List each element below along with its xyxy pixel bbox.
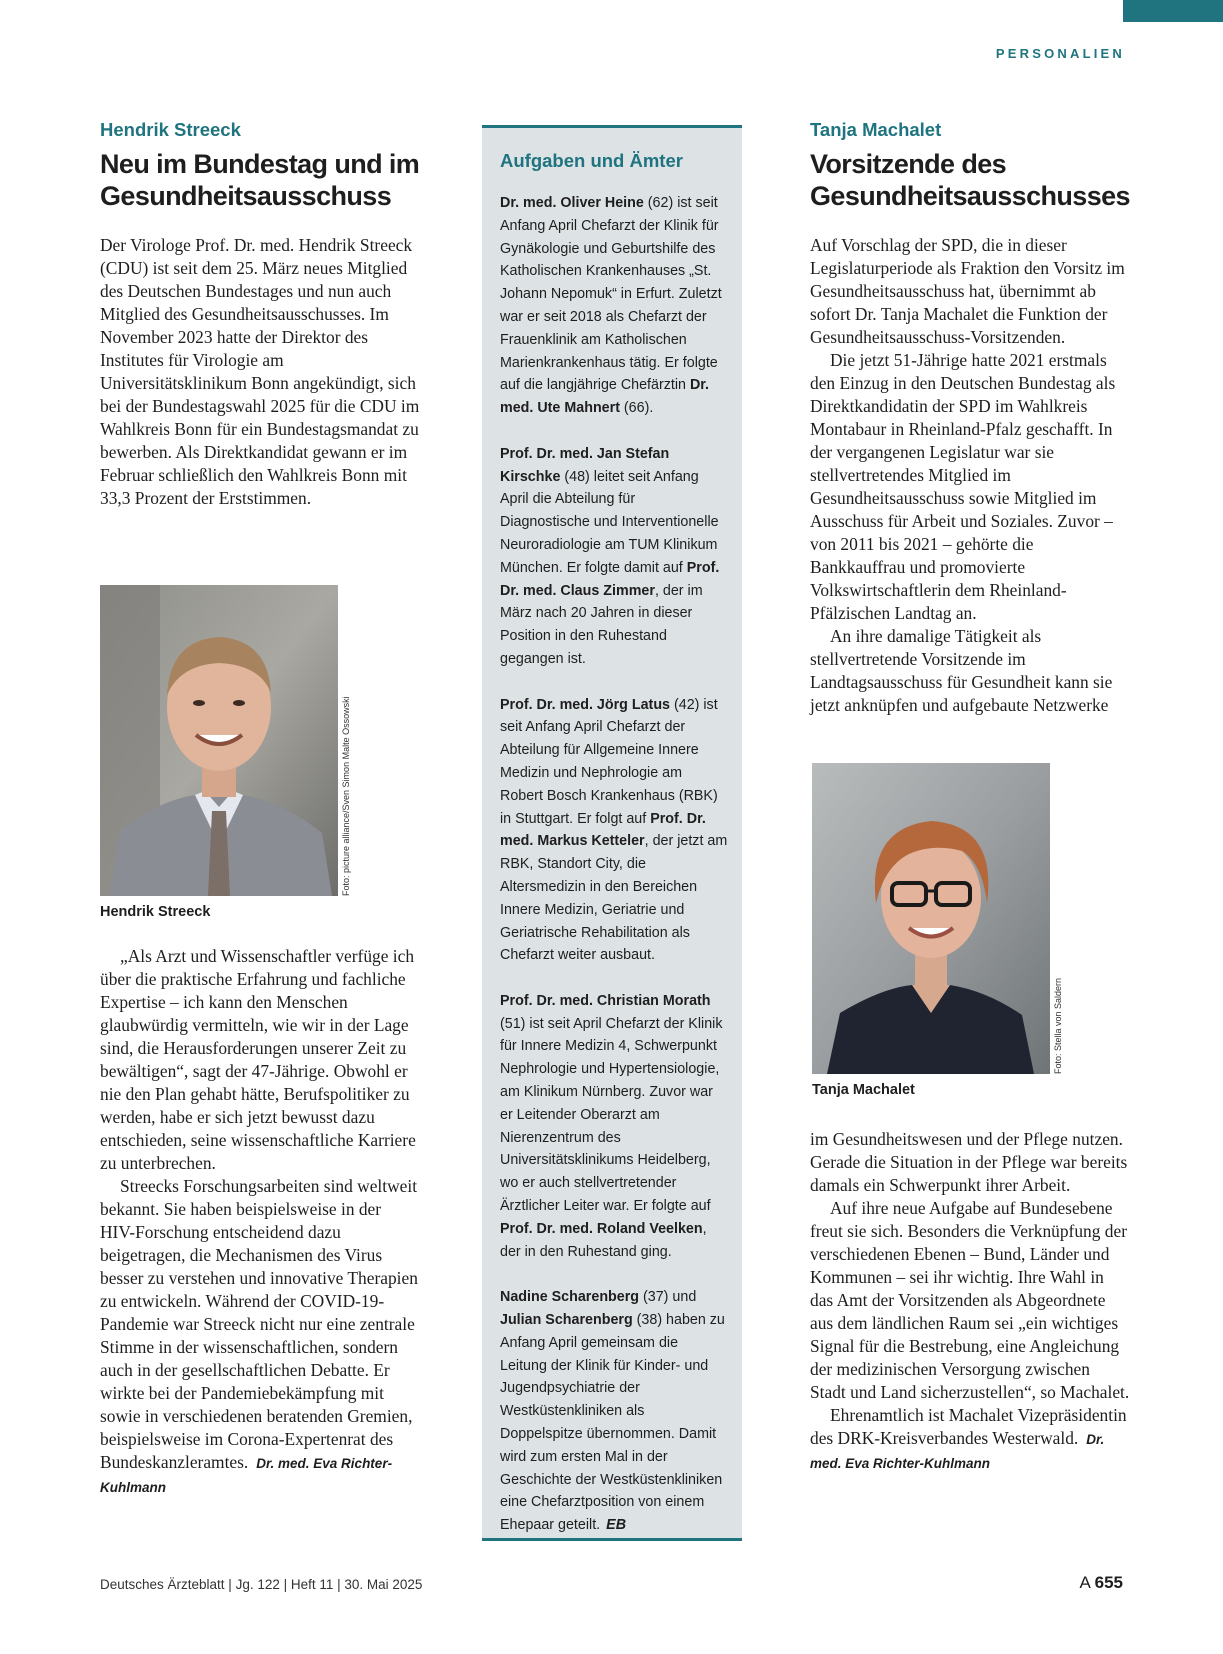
entry-1-text-2: (66). <box>619 400 654 417</box>
right-author-byline: Dr. med. Eva Richter-Kuhlmann <box>810 1432 1105 1471</box>
section-label: PERSONALIEN <box>995 46 1125 61</box>
left-paragraph-2: „Als Arzt und Wissenschaftler verfüge ich über die praktische Erfahrung und fachliche Expertise – ich kann den Menschen glaubwürdig vermitteln, wie wir in der Lage sind, die Herausforderungen unserer Zeit zu bewältigen“, sagt der 47-Jährige. Obwohl er nie den Plan gehabt hätte, Berufspolitiker zu werden, habe er sich jetzt bewusst dazu entschieden, seine wissenschaftliche Karriere zu unterbrechen. <box>100 946 416 1173</box>
journal-citation: Deutsches Ärzteblatt | Jg. 122 | Heft 11 | 30. Mai 2025 <box>100 1577 423 1592</box>
entry-1-text: (62) ist seit Anfang April Chefarzt der Klinik für Gynäkologie und Geburtshilfe des Katholischen Krankenhauses „St. Johann Nepomuk“ in Erfurt. Zuletzt war er seit 2018 als Chefarzt der Frauenklinik am Katholischen Marienkrankenhaus tätig. Er folgte auf die langjährige Chefärztin <box>500 195 722 394</box>
right-headline-line-2: Gesundheitsausschusses <box>810 181 1130 211</box>
entry-1-name-2: Dr. med. Ute Mahnert <box>500 377 710 417</box>
page-prefix: A <box>1079 1573 1095 1592</box>
left-author-byline: Dr. med. Eva Richter-Kuhlmann <box>100 1456 393 1495</box>
portrait-photo-machalet <box>812 763 1050 1074</box>
right-headline-line-1: Vorsitzende des <box>810 149 1007 179</box>
right-article-headline <box>810 148 1130 212</box>
entry-4-name-2: Prof. Dr. med. Roland Veelken <box>500 1220 703 1237</box>
entry-5-name-2: Julian Scharenberg <box>500 1312 633 1329</box>
entry-1-name: Dr. med. Oliver Heine <box>500 195 644 211</box>
entry-3-name-2: Prof. Dr. med. Markus Ketteler <box>500 810 706 850</box>
entry-5-text: (37) und <box>639 1289 697 1306</box>
entry-3-name: Prof. Dr. med. Jörg Latus <box>500 696 671 713</box>
entry-2-text: (48) leitet seit Anfang April die Abteilung für Diagnostische und Interventionelle Neuroradiologie am TUM Klinikum München. Er folgte damit auf <box>500 468 719 576</box>
entry-3-text: (42) ist seit Anfang April Chefarzt der Abteilung für Allgemeine Innere Medizin und Nephrologie am Robert Bosch Krankenhaus (RBK) in Stuttgart. Er folgt auf <box>500 696 718 827</box>
right-article <box>810 118 1130 717</box>
entry-2-name: Prof. Dr. med. Jan Stefan Kirschke <box>500 445 670 485</box>
entry-2-name-2: Prof. Dr. med. Claus Zimmer <box>500 559 720 599</box>
right-paragraph-6 <box>810 1404 1130 1475</box>
right-article-kicker: Tanja Machalet <box>810 119 942 140</box>
left-paragraph-3 <box>100 1175 420 1499</box>
photo-caption-streeck: Hendrik Streeck <box>100 904 211 920</box>
page-number-value: 655 <box>1094 1573 1123 1592</box>
photo-credit-machalet: Foto: Stella von Saldern <box>1053 977 1063 1074</box>
photo-caption-machalet: Tanja Machalet <box>812 1082 915 1098</box>
entry-5-text-2: (38) haben zu Anfang April gemeinsam die Leitung der Klinik für Kinder- und Jugendpsychiatrie der Westküstenkliniken als Doppelspitze übernommen. Damit wird zum ersten Mal in der Geschichte der Westküstenkliniken eine Chefarztposition von einem Ehepaar geteilt. <box>500 1312 725 1534</box>
entry-5-name: Nadine Scharenberg <box>500 1289 640 1306</box>
right-paragraph-5: Auf ihre neue Aufgabe auf Bundesebene freut sie sich. Besonders die Verknüpfung der verschiedenen Ebenen – Bund, Länder und Kommunen – sei ihr wichtig. Ihre Wahl in das Amt der Vorsitzenden als Abgeordnete aus dem ländlichen Raum sei „ein wichtiges Signal für die Bestrebung, eine Angleichung der medizinischen Versorgung zwischen Stadt und Land sicherzustellen“, so Machalet. <box>810 1198 1130 1402</box>
sidebar-author-initials: EB <box>606 1517 627 1534</box>
right-paragraph-4: im Gesundheitswesen und der Pflege nutzen. Gerade die Situation in der Pflege war bereits damals ein Schwerpunkt ihrer Arbeit. <box>810 1129 1128 1195</box>
right-paragraph-3: An ihre damalige Tätigkeit als stellvertretende Vorsitzende im Landtagsausschuss für Gesundheit kann sie jetzt anknüpfen und aufgebaute Netzwerke <box>810 626 1113 715</box>
sidebar-body <box>500 192 728 1560</box>
left-headline-line-1: Neu im Bundestag und im <box>100 149 420 179</box>
sidebar-entry-2 <box>500 443 728 671</box>
corner-accent-bar <box>1123 0 1223 22</box>
page-number <box>1020 1573 1123 1593</box>
right-article-intro <box>810 234 1130 717</box>
right-paragraph-1: Auf Vorschlag der SPD, die in dieser Legislaturperiode als Fraktion den Vorsitz im Gesundheitsausschuss hat, übernimmt ab sofort Dr. Tanja Machalet die Funktion der Gesundheitsausschuss-Vorsitzenden. <box>810 235 1125 347</box>
left-article-continued <box>100 945 420 1499</box>
portrait-photo-streeck <box>100 585 338 896</box>
sidebar-entry-4 <box>500 990 728 1264</box>
sidebar-entry-1 <box>500 192 728 420</box>
entry-2-text-2: , der im März nach 20 Jahren in dieser Position in den Ruhestand gegangen ist. <box>500 582 703 667</box>
right-paragraph-6-text: Ehrenamtlich ist Machalet Vizepräsidentin des DRK-Kreisverbandes Westerwald. <box>810 1405 1127 1448</box>
left-article-kicker: Hendrik Streeck <box>100 119 241 140</box>
entry-4-text: (51) ist seit April Chefarzt der Klinik für Innere Medizin 4, Schwerpunkt Nephrologie und Hypertensiologie, am Klinikum Nürnberg. Zuvor war er Leitender Oberarzt am Nierenzentrum des Universitätsklinikums Heidelberg, wo er auch stellvertretender Ärztlicher Leiter war. Er folgte auf <box>500 1015 723 1215</box>
left-article-intro <box>100 234 420 510</box>
left-article-headline <box>100 148 420 212</box>
sidebar-entry-5 <box>500 1286 728 1537</box>
entry-3-text-2: , der jetzt am RBK, Standort City, die Altersmedizin in den Bereichen Innere Medizin, Geriatrie und Geriatrische Rehabilitation als Chefarzt weiter ausbaut. <box>500 833 728 964</box>
sidebar-title: Aufgaben und Ämter <box>500 150 683 171</box>
photo-credit-streeck: Foto: picture alliance/Sven Simon Malte Ossowski <box>341 696 351 896</box>
entry-4-text-2: , der in den Ruhestand ging. <box>500 1220 707 1260</box>
left-headline-line-2: Gesundheitsausschuss <box>100 181 392 211</box>
left-article <box>100 118 420 510</box>
left-paragraph-3-text: Streecks Forschungsarbeiten sind weltweit bekannt. Sie haben beispielsweise in der HIV-Forschung entscheidend dazu beigetragen, die Mechanismen des Virus besser zu verstehen und innovative Therapien zu entwickeln. Während der COVID-19-Pandemie war Streeck nicht nur eine zentrale Stimme in der wissenschaftlichen, sondern auch in der gesellschaftlichen Debatte. Er wirkte bei der Pandemiebekämpfung mit sowie in verschiedenen beratenden Gremien, beispielsweise im Corona-Expertenrat des Bundeskanzleramtes. <box>100 1176 418 1472</box>
entry-4-name: Prof. Dr. med. Christian Morath <box>500 992 711 1009</box>
right-paragraph-2: Die jetzt 51-Jährige hatte 2021 erstmals den Einzug in den Deutschen Bundestag als Direktkandidatin der SPD im Wahlkreis Montabaur in Rheinland-Pfalz geschafft. In der vergangenen Legislatur war sie stellvertretendes Mitglied im Gesundheitsausschuss sowie Mitglied im Ausschuss für Arbeit und Soziales. Zuvor – von 2011 bis 2021 – gehörte die Bankkauffrau und promovierte Volkswirtschaftlerin dem Rheinland-Pfälzischen Landtag an. <box>810 350 1116 623</box>
left-paragraph-1: Der Virologe Prof. Dr. med. Hendrik Streeck (CDU) ist seit dem 25. März neues Mitglied des Deutschen Bundestages und nun auch Mitglied des Gesundheitsausschusses. Im November 2023 hatte der Direktor des Institutes für Virologie am Universitätsklinikum Bonn angekündigt, sich bei der Bundestagswahl 2025 für die CDU im Wahlkreis Bonn für ein Bundestagsmandat zu bewerben. Als Direktkandidat gewann er im Februar schließlich den Wahlkreis Bonn mit 33,3 Prozent der Erststimmen. <box>100 235 420 508</box>
sidebar-entry-3 <box>500 694 728 968</box>
right-article-continued <box>810 1128 1130 1475</box>
